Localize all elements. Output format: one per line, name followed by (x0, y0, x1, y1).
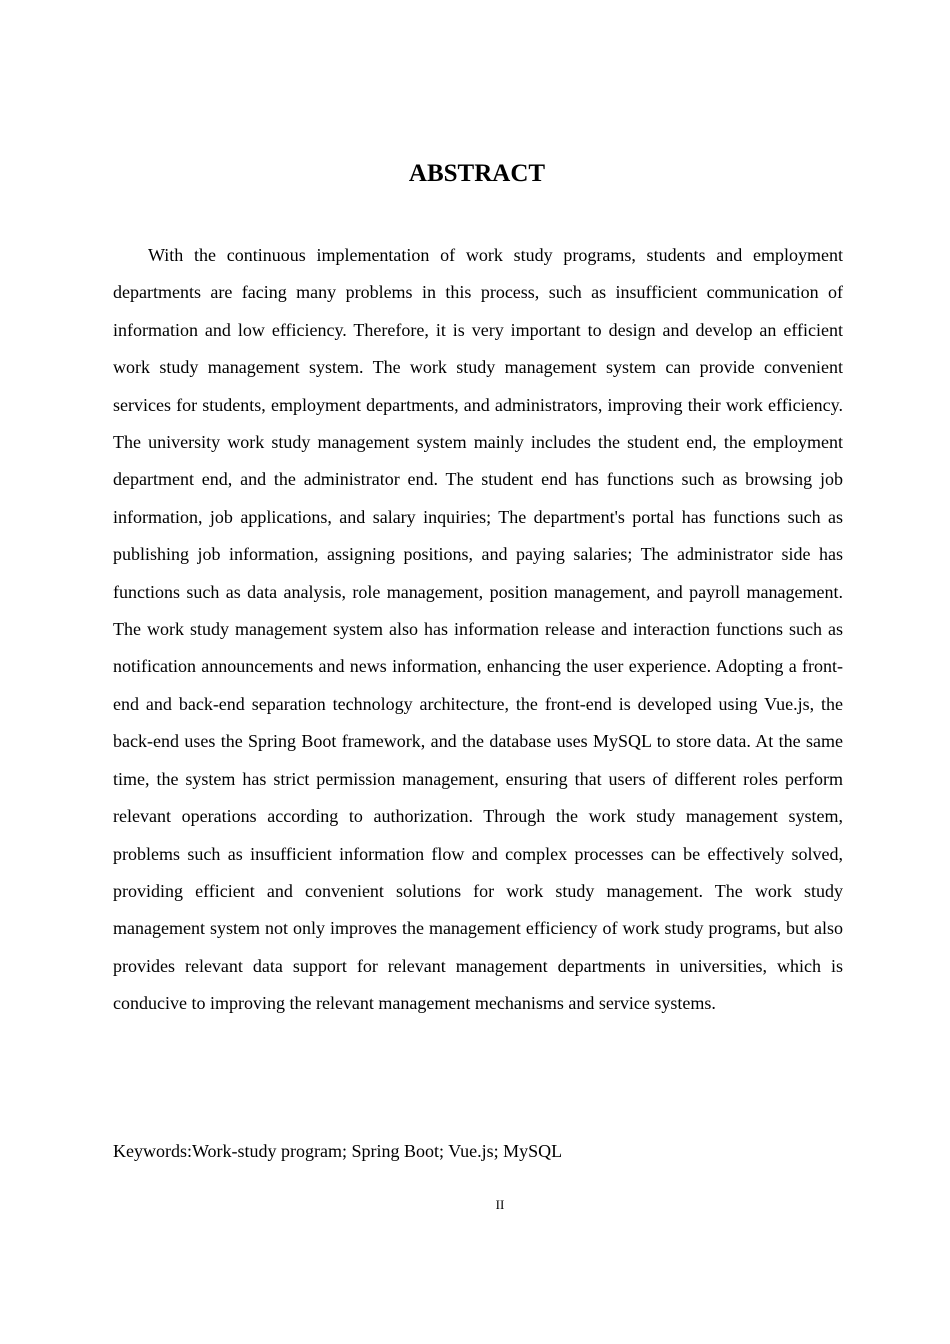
page-number: II (495, 1197, 505, 1212)
abstract-title: ABSTRACT (408, 160, 546, 187)
abstract-paragraph: With the continuous implementation of work study programs, students and employment departments are facing many problems in this process, such as insufficient communication of information and low efficiency. Therefore, it is very important to design and develop an efficient work study management system. The work study management system can provide convenient services for students, employment departments, and administrators, improving their work efficiency. The university work study management system mainly includes the student end, the employment department end, and the administrator end. The student end has functions such as browsing job information, job applications, and salary inquiries; The department's portal has functions such as publishing job information, assigning positions, and paying salaries; The administrator side has functions such as data analysis, role management, position management, and payroll management. The work study management system also has information release and interaction functions such as notification announcements and news information, enhancing the user experience. Adopting a front-end and back-end separation technology architecture, the front-end is developed using Vue.js, the back-end uses the Spring Boot framework, and the database uses MySQL to store data. At the same time, the system has strict permission management, ensuring that users of different roles perform relevant operations according to authorization. Through the work study management system, problems such as insufficient information flow and complex processes can be effectively solved, providing efficient and convenient solutions for work study management. The work study management system not only improves the management efficiency of work study programs, but also provides relevant data support for relevant management departments in universities, which is conducive to improving the relevant management mechanisms and service systems. (113, 245, 843, 1014)
keywords-line: Keywords:Work-study program; Spring Boot; Vue.js; MySQL (113, 1141, 563, 1161)
